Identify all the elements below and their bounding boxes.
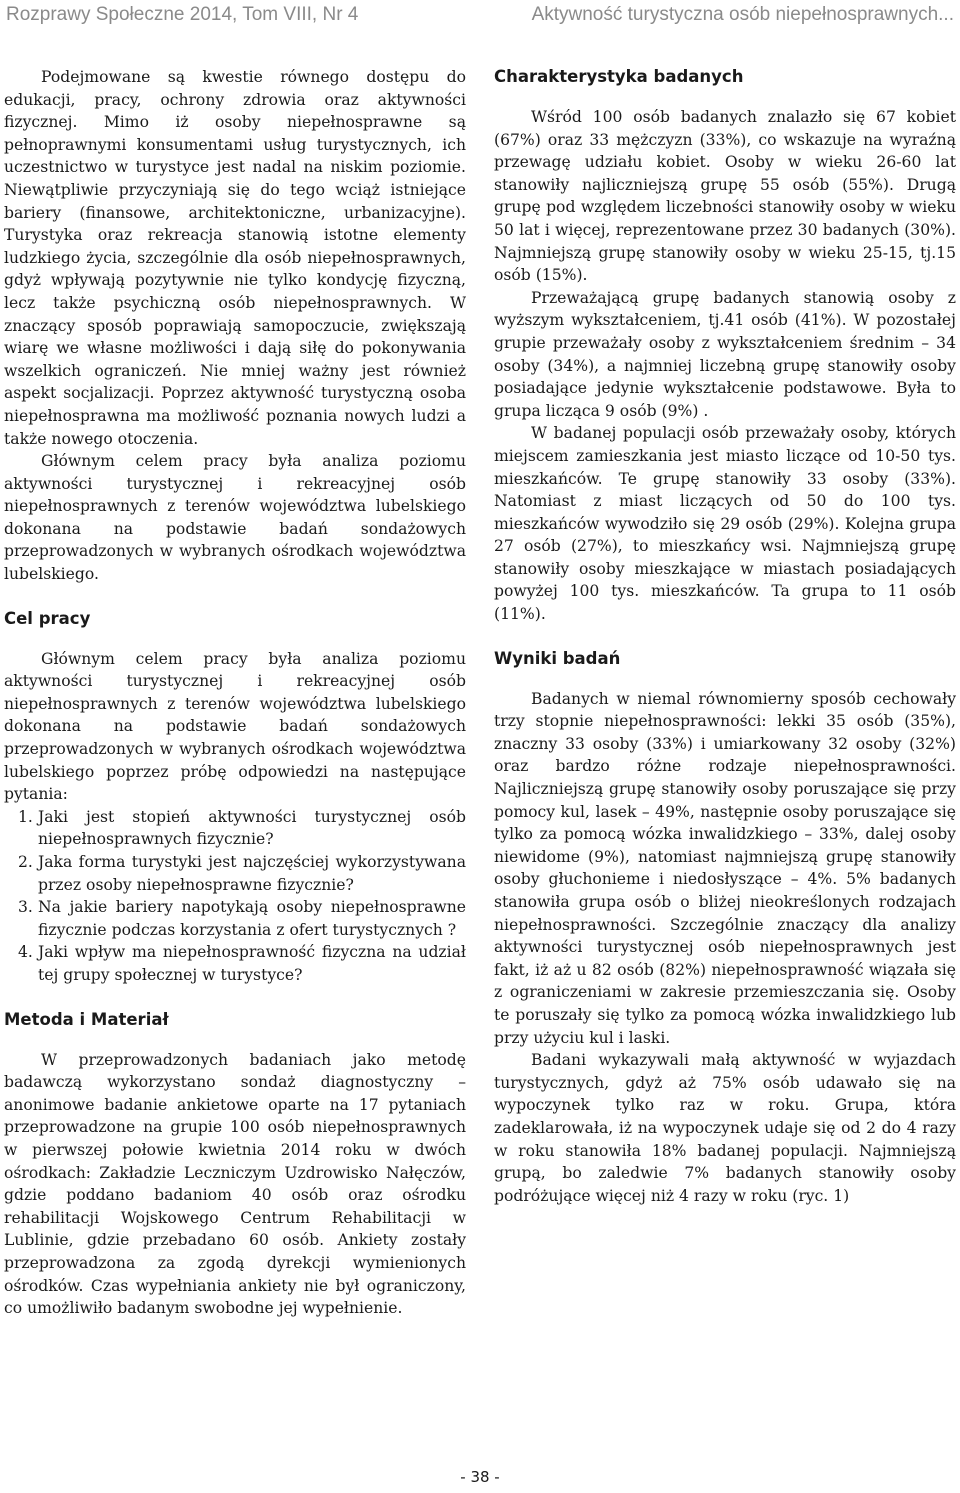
- participants-paragraph-2: Przeważającą grupę badanych stanowią osoby z wyższym wykształceniem, tj.41 osób (41%). W pozostałej grupie przeważały osoby z wykształceniem średnim – 34 osoby (34%), a najmniej liczebną grupę stanowiły osoby posiadające jedynie wykształcenie podstawowe. Była to grupa licząca 9 osób (9%) .: [494, 288, 956, 420]
- intro-paragraph-2: Głównym celem pracy była analiza poziomu aktywności turystycznej i rekreacyjnej osób niepełnosprawnych z terenów województwa lubelskiego dokonana na podstawie badań sondażowych przeprowadzonych w wybranych ośrodkach województwa lubelskiego.: [4, 452, 466, 584]
- list-item-text: Na jakie bariery napotykają osoby niepełnosprawne fizycznie podczas korzystania z ofert turystycznych ?: [38, 898, 466, 939]
- list-item-number: 2.: [18, 853, 33, 871]
- list-item-text: Jaki jest stopień aktywności turystycznej osób niepełnosprawnych fizycznie?: [38, 807, 466, 849]
- list-item-number: 4.: [18, 943, 33, 962]
- participants-paragraph-1: Wśród 100 osób badanych znalazło się 67 kobiet (67%) oraz 33 mężczyzn (33%), co wskazuje na wyraźną przewagę udziału kobiet. Osoby w wieku 26-60 lat stanowiły najliczniejszą grupę 55 osób (55%). Drugą grupę pod względem liczebności stanowiły osoby w wieku 50 lat i więcej, reprezentowane przez 30 badanych (30%). Najmniejszą grupę stanowiły osoby w wieku 25-15, tj.15 osób (15%).: [494, 108, 956, 285]
- list-item: [4, 896, 466, 941]
- journal-title: Rozprawy Społeczne 2014, Tom VIII, Nr 4: [6, 4, 359, 25]
- list-item: [4, 851, 466, 896]
- list-item-text: Jaki wpływ ma niepełnosprawność fizyczna na udział tej grupy społecznej w turystyce?: [38, 943, 466, 984]
- list-item-text: Jaka forma turystyki jest najczęściej wykorzystywana przez osoby niepełnosprawne fizycznie?: [38, 853, 466, 894]
- method-heading: Metoda i Materiał: [4, 1009, 169, 1029]
- intro-paragraph-1: Podejmowane są kwestie równego dostępu do edukacji, pracy, ochrony zdrowia oraz aktywności fizycznej. Mimo iż osoby niepełnosprawne są pełnoprawnymi konsumentami usług turystycznych, ich uczestnictwo w turystyce jest nadal na niskim poziomie. Niewątpliwie przyczyniają się do tego wciąż istniejące bariery (finansowe, architektoniczne, urbanizacyjne). Turystyka oraz rekreacja stanowią istotne elementy ludzkiego życia, szczególnie dla osób niepełnosprawnych, gdyż wpływają pozytywnie nie tylko kondycję fizyczną, lecz także psychiczną osób niepełnosprawnych. W znaczący sposób poprawiają samopoczucie, zwiększają wiarę we własne możliwości i dają siłę do pokonywania wszelkich ograniczeń. Nie mniej ważny jest również aspekt socjalizacji. Poprzez aktywność turystyczną osoba niepełnosprawna ma możliwość poznania nowych ludzi a także nowego otoczenia.: [4, 68, 466, 448]
- page-number: - 38 -: [460, 1468, 500, 1486]
- right-column: [494, 66, 956, 1207]
- running-header: [0, 0, 960, 38]
- list-item-number: 3.: [18, 898, 33, 917]
- results-heading: Wyniki badań: [494, 648, 621, 668]
- list-item-number: 1.: [18, 807, 33, 826]
- list-item: [4, 806, 466, 851]
- participants-paragraph-3: W badanej populacji osób przeważały osoby, których miejscem zamieszkania jest miasto liczące od 10-50 tys. mieszkańców. Te grupę stanowiły 33 osoby (33%). Natomiast z miast liczących od 50 do 100 tys. mieszkańców wywodziło się 29 osób (29%). Kolejna grupa 27 osób (27%), to mieszkańcy wsi. Najmniejszą grupę stanowiły osoby mieszkające w miastach posiadających powyżej 100 tys. mieszkańców. Ta grupa to 11 osób (11%).: [494, 424, 956, 624]
- participants-heading: Charakterystyka badanych: [494, 67, 744, 86]
- results-paragraph-1: Badanych w niemal równomierny sposób cechowały trzy stopnie niepełnosprawności: lekki 35 osób (35%), znaczny 33 osoby (33%) i umiarkowany 32 osoby (32%) oraz bardzo różne rodzaje niepełnosprawności. Najliczniejszą grupę stanowiły osoby poruszające się przy pomocy kul, lasek – 49%, następnie osoby poruszające się tylko za pomocą wózka inwalidzkiego – 33%, dalej osoby niewidome (9%), natomiast najmniejszą grupę stanowiły osoby głuchonieme i niedosłyszące – 4%. 5% badanych stanowiła grupa osób o bliżej nieokreślonych rodzajach niepełnosprawności. Szczególnie znaczący dla analizy aktywności turystycznej osób niepełnosprawnych jest fakt, iż aż u 82 osób (82%) niepełnosprawność wiązała się z ograniczeniami w zakresie przemieszczania się. Osoby te poruszały się tylko za pomocą wózka inwalidzkiego lub przy użyciu kul i laski.: [494, 689, 956, 1047]
- research-questions-list: [4, 806, 466, 987]
- left-column: [4, 66, 466, 1320]
- method-paragraph: W przeprowadzonych badaniach jako metodę badawczą wykorzystano sondaż diagnostyczny – anonimowe badanie ankietowe oparte na 17 pytaniach przeprowadzone na grupie 100 osób niepełnosprawnych w pierwszej połowie kwietnia 2014 roku w dwóch ośrodkach: Zakładzie Leczniczym Uzdrowisko Nałęczów, gdzie poddano badaniom 40 osób oraz ośrodku rehabilitacji Wojskowego Centrum Rehabilitacji w Lublinie, gdzie przebadano 60 osób. Ankiety zostały przeprowadzona za zgodą dyrekcji wymienionych ośrodków. Czas wypełniania ankiety nie był ograniczony, co umożliwiło badanym swobodne jej wypełnienie.: [4, 1050, 466, 1318]
- article-short-title: Aktywność turystyczna osób niepełnosprawnych...: [531, 4, 954, 25]
- aim-heading: Cel pracy: [4, 608, 91, 628]
- results-paragraph-2: Badani wykazywali małą aktywność w wyjazdach turystycznych, gdyż aż 75% osób udawało się na wypoczynek tylko raz w roku. Grupa, która zadeklarowała, iż na wypoczynek udaje się od 2 do 4 razy w roku stanowiła 18% badanej populacji. Najmniejszą grupą, bo zaledwie 7% badanych stanowiły osoby podróżujące więcej niż 4 razy w roku (ryc. 1): [494, 1051, 956, 1205]
- list-item: [4, 941, 466, 986]
- aim-paragraph: Głównym celem pracy była analiza poziomu aktywności turystycznej i rekreacyjnej osób niepełnosprawnych z terenów województwa lubelskiego dokonana na podstawie badań sondażowych przeprowadzonych w wybranych ośrodkach województwa lubelskiego poprzez próbę odpowiedzi na następujące pytania:: [4, 649, 466, 804]
